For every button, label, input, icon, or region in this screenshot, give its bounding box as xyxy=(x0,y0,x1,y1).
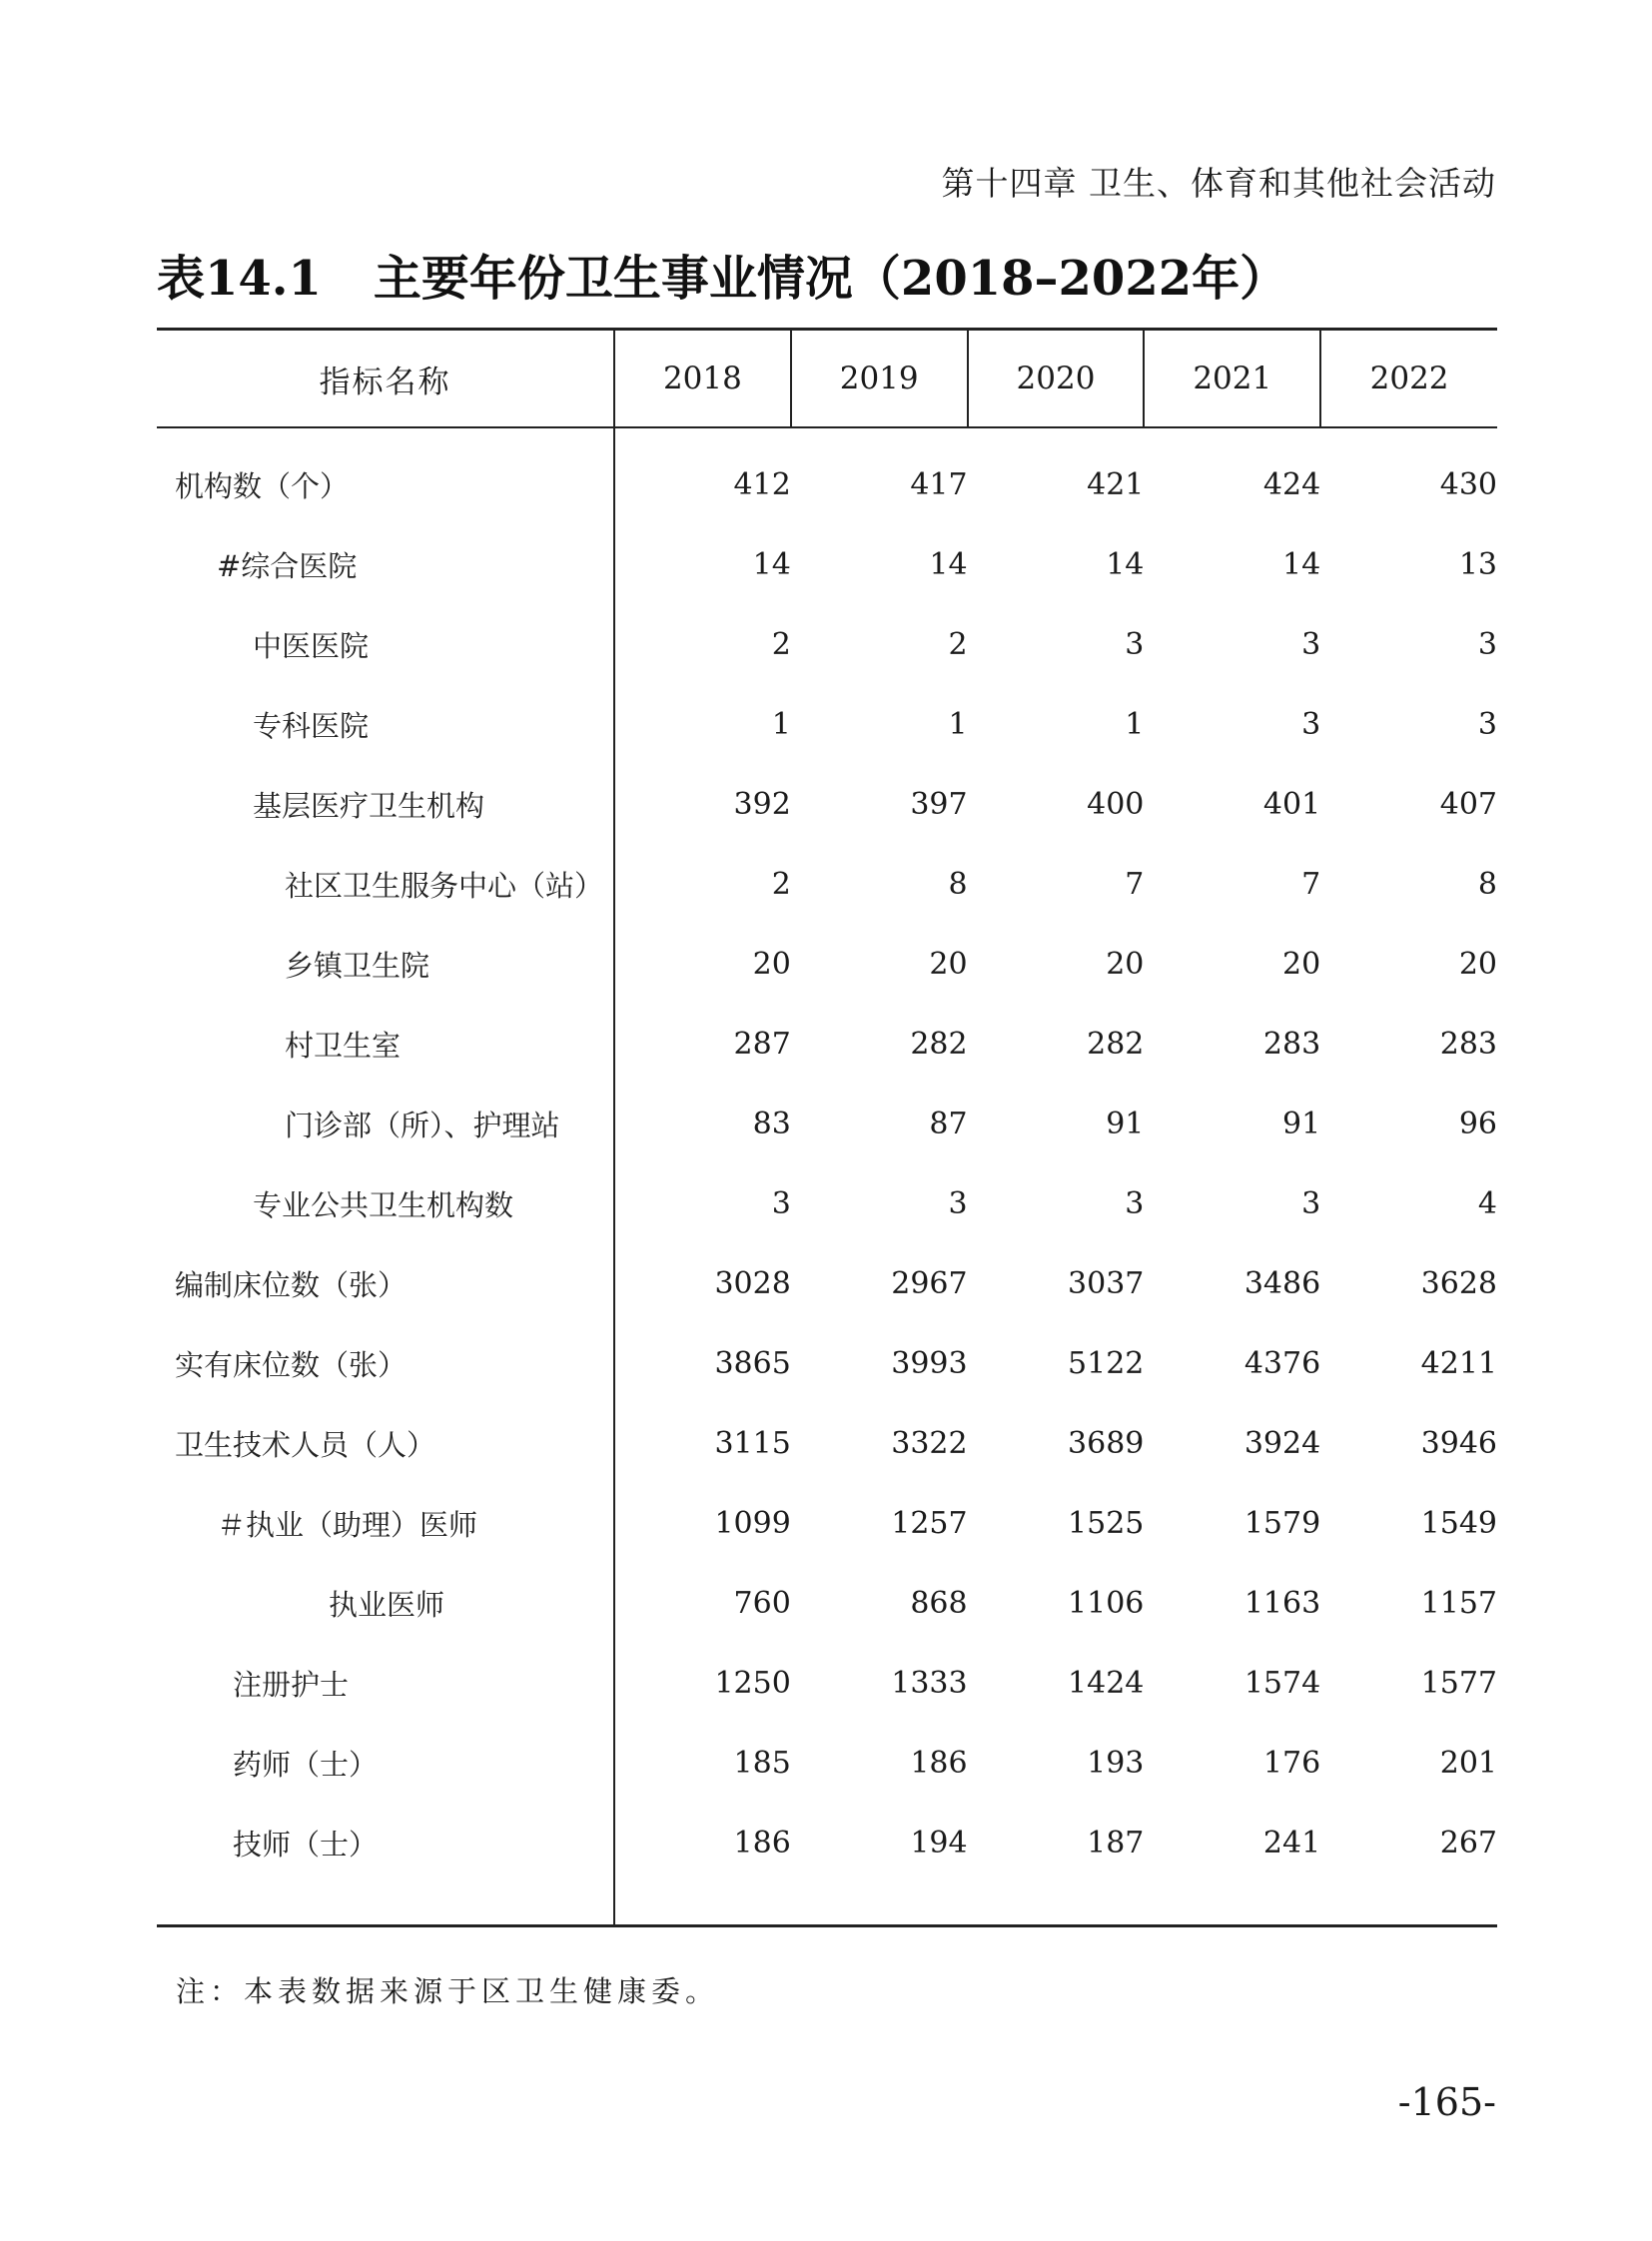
cell-2020: 14 xyxy=(1106,546,1145,582)
cell-2022: 3946 xyxy=(1420,1425,1497,1461)
cell-2019: 2 xyxy=(948,626,968,662)
cell-2020: 20 xyxy=(1106,946,1145,982)
table-row xyxy=(157,1723,1497,1803)
table-row xyxy=(157,1643,1497,1723)
row-label: 村卫生室 xyxy=(157,1004,614,1084)
cell-2022: 96 xyxy=(1458,1106,1497,1141)
cell-2018: 20 xyxy=(752,946,791,982)
row-label: 实有床位数（张） xyxy=(157,1323,614,1403)
cell-2020: 1424 xyxy=(1068,1665,1145,1701)
table-bottom-rule xyxy=(157,1882,1497,1926)
cell-2020: 282 xyxy=(1087,1026,1145,1062)
cell-2020: 3 xyxy=(1125,1185,1145,1221)
cell-2021: 3924 xyxy=(1243,1425,1321,1461)
cell-2018: 1 xyxy=(771,706,791,742)
table-row xyxy=(157,684,1497,764)
stats-table xyxy=(157,328,1497,1927)
cell-2021: 4376 xyxy=(1243,1345,1321,1381)
table-row xyxy=(157,1243,1497,1323)
cell-2020: 5122 xyxy=(1068,1345,1145,1381)
column-header-2021: 2021 xyxy=(1144,330,1320,428)
row-label: 乡镇卫生院 xyxy=(157,924,614,1004)
cell-2021: 7 xyxy=(1301,866,1321,902)
row-label: 社区卫生服务中心（站） xyxy=(157,844,614,924)
row-label: 中医医院 xyxy=(157,604,614,684)
cell-2019: 1 xyxy=(948,706,968,742)
column-header-2020: 2020 xyxy=(968,330,1145,428)
table-row xyxy=(157,604,1497,684)
table-row xyxy=(157,844,1497,924)
row-label: ＃执业（助理）医师 xyxy=(157,1483,614,1563)
cell-2020: 1106 xyxy=(1068,1585,1145,1621)
cell-2020: 91 xyxy=(1106,1106,1145,1141)
column-header-2018: 2018 xyxy=(614,330,791,428)
cell-2020: 421 xyxy=(1087,466,1145,502)
cell-2022: 3 xyxy=(1477,626,1497,662)
cell-2019: 868 xyxy=(910,1585,968,1621)
row-label: 技师（士） xyxy=(157,1803,614,1882)
cell-2019: 1257 xyxy=(891,1505,968,1541)
cell-2020: 400 xyxy=(1087,786,1145,822)
row-label: 基层医疗卫生机构 xyxy=(157,764,614,844)
cell-2018: 3 xyxy=(771,1185,791,1221)
row-label: 注册护士 xyxy=(157,1643,614,1723)
row-label: 卫生技术人员（人） xyxy=(157,1403,614,1483)
cell-2022: 430 xyxy=(1439,466,1497,502)
row-label: #综合医院 xyxy=(157,524,614,604)
table-row xyxy=(157,1004,1497,1084)
cell-2021: 3486 xyxy=(1243,1265,1321,1301)
cell-2020: 3689 xyxy=(1068,1425,1145,1461)
row-label: 药师（士） xyxy=(157,1723,614,1803)
cell-2019: 14 xyxy=(929,546,968,582)
cell-2022: 20 xyxy=(1458,946,1497,982)
cell-2019: 282 xyxy=(910,1026,968,1062)
cell-2018: 1099 xyxy=(714,1505,791,1541)
table-row xyxy=(157,1483,1497,1563)
cell-2018: 83 xyxy=(752,1106,791,1141)
cell-2018: 1250 xyxy=(714,1665,791,1701)
cell-2022: 8 xyxy=(1477,866,1497,902)
row-label: 专科医院 xyxy=(157,684,614,764)
cell-2022: 1577 xyxy=(1420,1665,1497,1701)
row-label: 机构数（个） xyxy=(157,444,614,524)
cell-2018: 3028 xyxy=(714,1265,791,1301)
cell-2022: 407 xyxy=(1439,786,1497,822)
table-note: 注：本表数据来源于区卫生健康委。 xyxy=(176,1974,720,2008)
cell-2021: 401 xyxy=(1262,786,1321,822)
cell-2019: 87 xyxy=(929,1106,968,1141)
cell-2019: 194 xyxy=(910,1825,968,1861)
cell-2019: 186 xyxy=(910,1745,968,1781)
cell-2021: 3 xyxy=(1301,706,1321,742)
table-row xyxy=(157,1803,1497,1882)
cell-2019: 8 xyxy=(948,866,968,902)
cell-2022: 3 xyxy=(1477,706,1497,742)
cell-2020: 187 xyxy=(1087,1825,1145,1861)
cell-2018: 412 xyxy=(733,466,791,502)
cell-2021: 241 xyxy=(1262,1825,1321,1861)
cell-2019: 3322 xyxy=(891,1425,968,1461)
cell-2019: 417 xyxy=(910,466,968,502)
page-number: -165- xyxy=(1397,2080,1496,2124)
table-title-text: 主要年份卫生事业情况（2018–2022年） xyxy=(373,251,1288,307)
cell-2021: 3 xyxy=(1301,626,1321,662)
table-row xyxy=(157,444,1497,524)
table-row xyxy=(157,924,1497,1004)
cell-2020: 1 xyxy=(1125,706,1145,742)
column-header-name: 指标名称 xyxy=(157,330,614,428)
cell-2021: 3 xyxy=(1301,1185,1321,1221)
chapter-header: 第十四章 卫生、体育和其他社会活动 xyxy=(941,164,1496,203)
table-body xyxy=(157,427,1497,1926)
cell-2018: 3865 xyxy=(714,1345,791,1381)
table-title xyxy=(157,240,1287,309)
cell-2021: 176 xyxy=(1262,1745,1321,1781)
cell-2018: 3115 xyxy=(714,1425,791,1461)
cell-2021: 20 xyxy=(1282,946,1321,982)
cell-2022: 3628 xyxy=(1420,1265,1497,1301)
table-row xyxy=(157,764,1497,844)
cell-2021: 424 xyxy=(1262,466,1321,502)
cell-2018: 2 xyxy=(771,866,791,902)
cell-2021: 1574 xyxy=(1243,1665,1321,1701)
table-row xyxy=(157,1323,1497,1403)
cell-2022: 201 xyxy=(1439,1745,1497,1781)
table-header-row xyxy=(157,330,1497,428)
table-row xyxy=(157,1403,1497,1483)
table-row xyxy=(157,1163,1497,1243)
table-row xyxy=(157,524,1497,604)
column-header-2022: 2022 xyxy=(1320,330,1497,428)
cell-2018: 392 xyxy=(733,786,791,822)
cell-2022: 13 xyxy=(1458,546,1497,582)
cell-2020: 3 xyxy=(1125,626,1145,662)
column-header-2019: 2019 xyxy=(791,330,968,428)
cell-2021: 1579 xyxy=(1243,1505,1321,1541)
table-row xyxy=(157,1084,1497,1163)
cell-2020: 3037 xyxy=(1068,1265,1145,1301)
cell-2021: 91 xyxy=(1282,1106,1321,1141)
cell-2019: 3 xyxy=(948,1185,968,1221)
table-row xyxy=(157,1563,1497,1643)
row-label: 编制床位数（张） xyxy=(157,1243,614,1323)
cell-2021: 283 xyxy=(1262,1026,1321,1062)
table-number: 表14.1 xyxy=(157,251,322,307)
cell-2018: 2 xyxy=(771,626,791,662)
cell-2022: 4211 xyxy=(1420,1345,1497,1381)
row-label: 执业医师 xyxy=(157,1563,614,1643)
cell-2022: 283 xyxy=(1439,1026,1497,1062)
cell-2019: 20 xyxy=(929,946,968,982)
cell-2020: 193 xyxy=(1087,1745,1145,1781)
cell-2022: 267 xyxy=(1439,1825,1497,1861)
cell-2021: 14 xyxy=(1282,546,1321,582)
cell-2018: 186 xyxy=(733,1825,791,1861)
row-label: 专业公共卫生机构数 xyxy=(157,1163,614,1243)
cell-2022: 4 xyxy=(1477,1185,1497,1221)
cell-2022: 1549 xyxy=(1420,1505,1497,1541)
cell-2020: 7 xyxy=(1125,866,1145,902)
row-label: 门诊部（所）、护理站 xyxy=(157,1084,614,1163)
cell-2021: 1163 xyxy=(1243,1585,1321,1621)
cell-2019: 2967 xyxy=(891,1265,968,1301)
cell-2019: 3993 xyxy=(891,1345,968,1381)
cell-2019: 1333 xyxy=(891,1665,968,1701)
cell-2018: 14 xyxy=(752,546,791,582)
cell-2020: 1525 xyxy=(1068,1505,1145,1541)
cell-2018: 185 xyxy=(733,1745,791,1781)
cell-2018: 287 xyxy=(733,1026,791,1062)
cell-2018: 760 xyxy=(733,1585,791,1621)
table-spacer-row xyxy=(157,427,1497,444)
cell-2019: 397 xyxy=(910,786,968,822)
cell-2022: 1157 xyxy=(1420,1585,1497,1621)
